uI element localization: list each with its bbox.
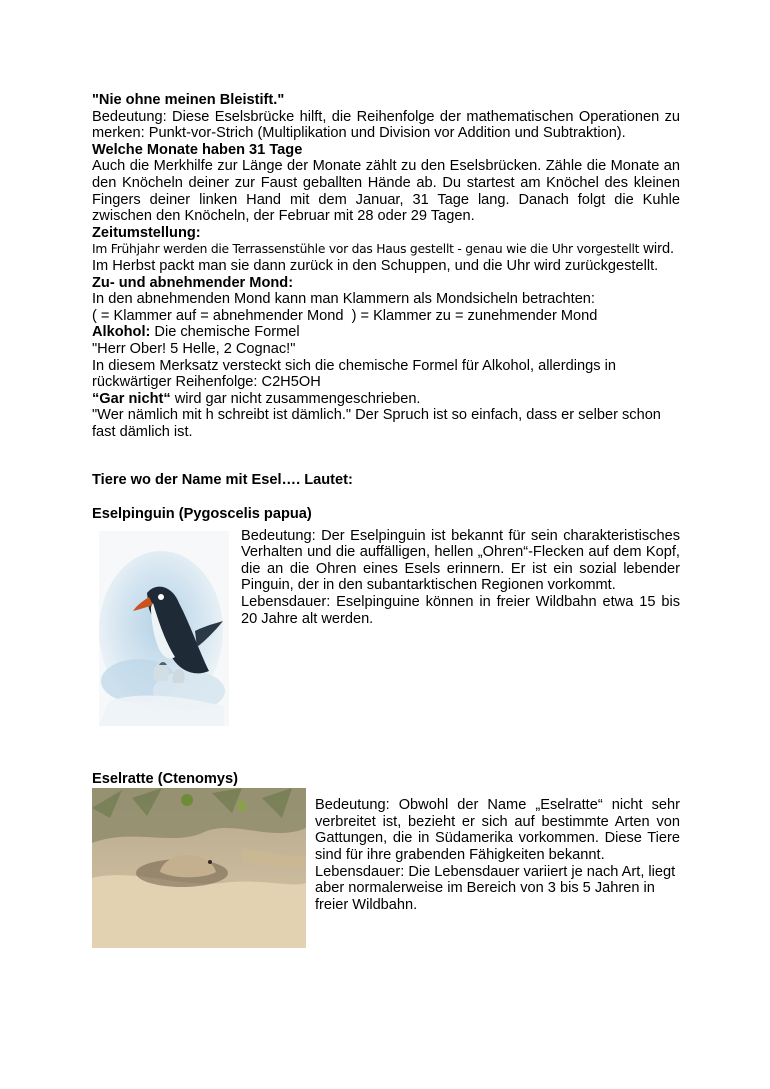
paragraph-moon-1: In den abnehmenden Mond kann man Klammern als Mondsicheln betrachten: — [92, 291, 595, 308]
rat-image — [92, 788, 306, 948]
heading-months: Welche Monate haben 31 Tage — [92, 141, 303, 158]
heading-pencil: "Nie ohne meinen Bleistift." — [92, 92, 285, 108]
document-page — [92, 92, 680, 948]
penguin-image — [99, 531, 229, 726]
paragraph-pencil: Bedeutung: Diese Eselsbrücke hilft, die Reihenfolge der mathematischen Operationen zu merken: Punkt-vor-Strich (Multiplikation und Division vor Addition und Subtraktion). — [92, 108, 680, 142]
paragraph-months: Auch die Merkhilfe zur Länge der Monate zählt zu den Eselsbrücken. Zähle die Monate an den Knöcheln deiner zur Faust geballten Hände ab. Du startest am Knöchel des kleinen Fingers deiner linken Hand mit dem Januar, 31 Tage lang. Danach folgt die Kuhle zwischen den Knöcheln, der Februar mit 28 oder 29 Tagen. — [92, 158, 680, 225]
penguin-meaning: Bedeutung: Der Eselpinguin ist bekannt für sein charakteristisches Verhalten und die auffälligen, hellen „Ohren“-Flecken auf dem Kopf, die an die Ohren eines Esels erinnern. Er ist ein sozial lebender Pinguin, der in den subantarktischen Regionen vorkommt. — [241, 527, 680, 594]
penguin-lifespan: Lebensdauer: Eselpinguine können in freier Wildbahn etwa 15 bis 20 Jahre alt werden. — [241, 594, 680, 627]
paragraph-alcohol: Alkohol: Die chemische Formel — [92, 324, 300, 341]
rat-meaning: Bedeutung: Obwohl der Name „Eselratte“ nicht sehr verbreitet ist, bezieht er sich auf bestimmte Arten von Gattungen, die in Südamerika vorkommen. Diese Tiere sind für ihre grabenden Fähigkeiten bekannt. — [315, 797, 680, 864]
rat-section — [92, 787, 680, 948]
heading-moon: Zu- und abnehmender Mond: — [92, 274, 294, 291]
paragraph-alcohol-quote: "Herr Ober! 5 Helle, 2 Cognac!" — [92, 340, 296, 357]
paragraph-daemlich: "Wer nämlich mit h schreibt ist dämlich." Der Spruch ist so einfach, dass er selber schon fast dämlich ist. — [92, 407, 661, 440]
heading-rat: Eselratte (Ctenomys) — [92, 770, 238, 787]
heading-animals: Tiere wo der Name mit Esel…. Lautet: — [92, 472, 353, 489]
paragraph-alcohol-formula: rückwärtiger Reihenfolge: C2H5OH — [92, 374, 321, 391]
heading-time-change: Zeitumstellung: — [92, 224, 201, 241]
penguin-section — [92, 523, 680, 726]
paragraph-alcohol-explain: In diesem Merksatz versteckt sich die chemische Formel für Alkohol, allerdings in — [92, 357, 616, 374]
paragraph-autumn: Im Herbst packt man sie dann zurück in den Schuppen, und die Uhr wird zurückgestellt. — [92, 257, 659, 274]
heading-penguin: Eselpinguin (Pygoscelis papua) — [92, 506, 312, 523]
rat-lifespan: Lebensdauer: Die Lebensdauer variiert je nach Art, liegt aber normalerweise im Bereich von 3 bis 5 Jahren in freier Wildbahn. — [315, 863, 676, 913]
paragraph-moon-2: ( = Klammer auf = abnehmender Mond ) = Klammer zu = zunehmender Mond — [92, 307, 598, 324]
paragraph-gar-nicht: “Gar nicht“ wird gar nicht zusammengeschrieben. — [92, 390, 421, 407]
paragraph-spring: Im Frühjahr werden die Terrassenstühle vor das Haus gestellt - genau wie die Uhr vorgestellt wird. — [92, 241, 675, 258]
